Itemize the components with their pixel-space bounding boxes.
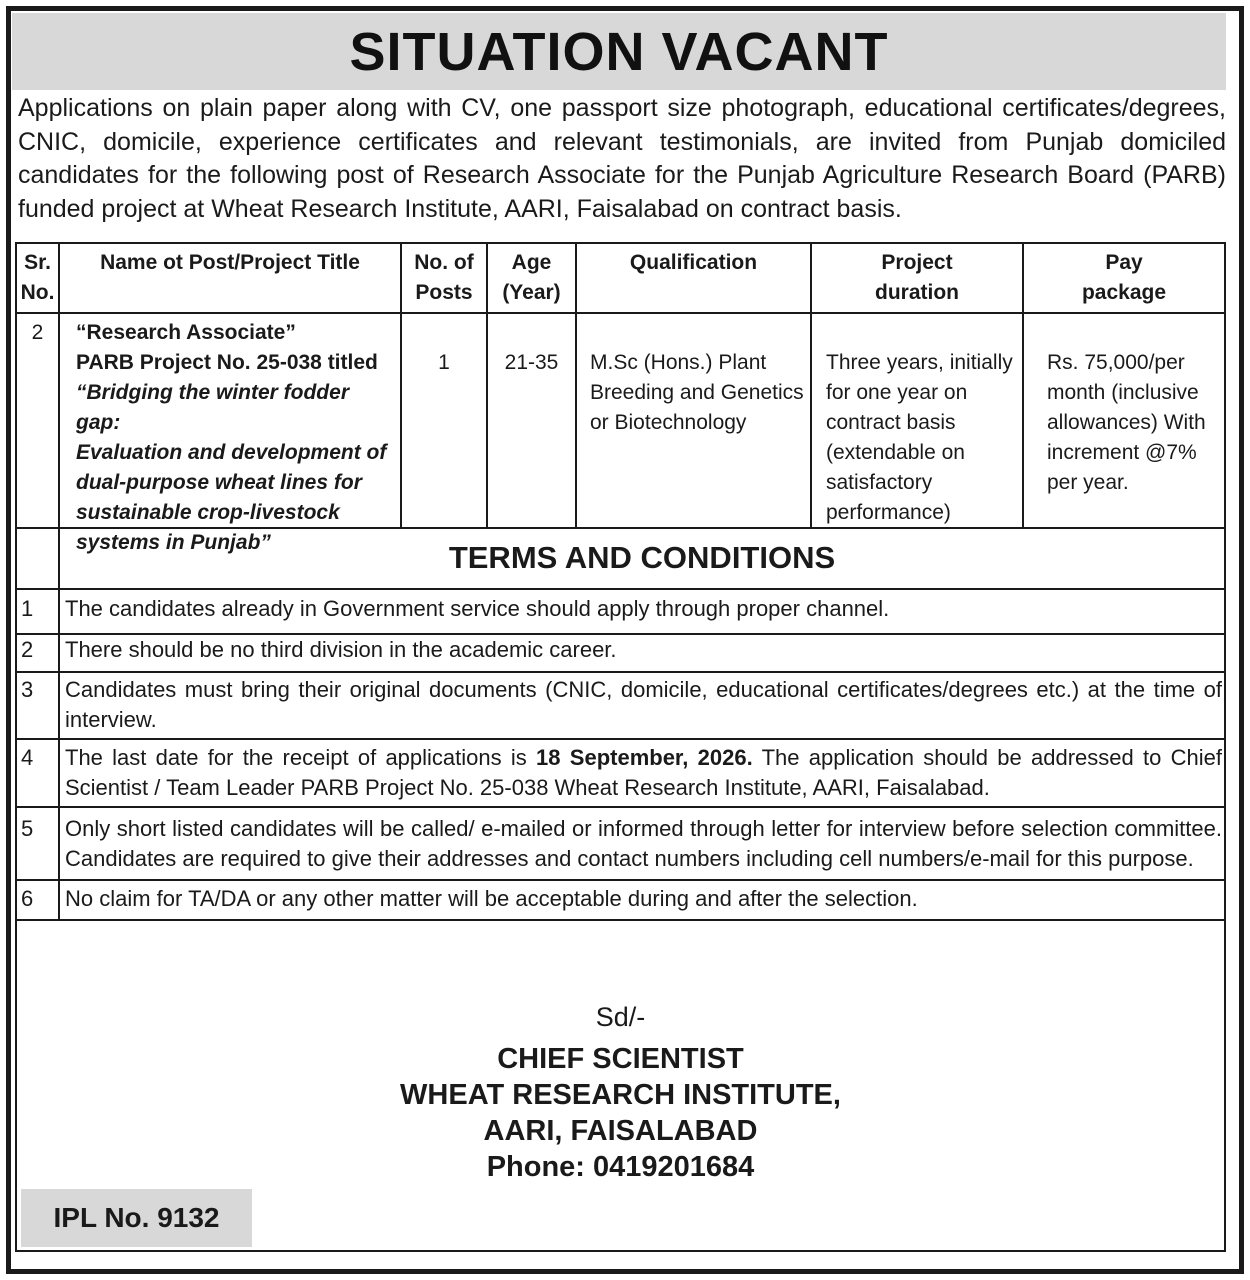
- row-duration: Three years, initially for one year on contract basis (extendable on satisfactory performance): [826, 351, 1013, 524]
- ipl-number-badge: IPL No. 9132: [21, 1189, 252, 1247]
- signature-block: [17, 999, 1224, 1185]
- term-number: 3: [21, 677, 34, 702]
- project-number: PARB Project No. 25-038 titled: [76, 351, 378, 374]
- term-text: The candidates already in Government service should apply through proper channel.: [65, 596, 890, 621]
- terms-table: [15, 529, 1226, 921]
- term-number: 4: [21, 745, 34, 770]
- header-duration: Project duration: [875, 251, 959, 304]
- signatory-institute: WHEAT RESEARCH INSTITUTE,: [400, 1079, 841, 1111]
- signatory-phone: Phone: 0419201684: [486, 1151, 755, 1183]
- term-item: [17, 740, 1224, 806]
- header-name: Name ot Post/Project Title: [100, 251, 360, 274]
- table-divider: [575, 244, 577, 527]
- title-banner: [12, 13, 1226, 90]
- project-title-line: dual-purpose wheat lines for: [76, 471, 362, 494]
- project-title-line: Evaluation and development of: [76, 441, 387, 464]
- term-number: 6: [21, 886, 34, 911]
- deadline-date: 18 September, 2026.: [536, 745, 753, 770]
- term-number: 1: [21, 596, 34, 621]
- row-qualification: M.Sc (Hons.) Plant Breeding and Genetics or Biotechnology: [590, 351, 804, 434]
- project-title-line: systems in Punjab”: [76, 531, 271, 554]
- header-pay: Pay package: [1081, 251, 1167, 304]
- post-name: “Research Associate”: [76, 321, 296, 344]
- signatory-location: AARI, FAISALABAD: [483, 1115, 758, 1147]
- term-text: Only short listed candidates will be called/ e-mailed or informed through letter for interview before selection committee. Candidates are required to give their addresses and contact numbers including cell numbers/e-mail for this purpose.: [65, 816, 1222, 871]
- term-text: The last date for the receipt of applications is 18 September, 2026. The application should be addressed to Chief Scientist / Team Leader PARB Project No. 25-038 Wheat Research Institute, AARI, Faisalabad.: [65, 745, 1222, 800]
- term-item: [17, 673, 1224, 738]
- table-divider: [17, 312, 1224, 314]
- term-item: [17, 590, 1224, 633]
- term-text: Candidates must bring their original documents (CNIC, domicile, educational certificates/degrees etc.) at the time of interview.: [65, 677, 1222, 732]
- term-number: 2: [21, 637, 34, 662]
- table-divider: [58, 244, 60, 527]
- page-title: SITUATION VACANT: [349, 21, 889, 82]
- term-number: 5: [21, 816, 34, 841]
- intro-paragraph: Applications on plain paper along with CV, one passport size photograph, educational certificates/degrees, CNIC, domicile, experience certificates and relevant testimonials, are invited from Punjab domiciled candidates for the following post of Research Associate for the Punjab Agriculture Research Board (PARB) funded project at Wheat Research Institute, AARI, Faisalabad on contract basis.: [18, 94, 1226, 223]
- project-title-line: “Bridging the winter fodder gap:: [76, 381, 349, 434]
- header-age: Age (Year): [502, 251, 561, 304]
- row-sr: 2: [31, 321, 44, 344]
- header-qualification: Qualification: [629, 251, 758, 274]
- project-title-line: sustainable crop-livestock: [76, 501, 340, 524]
- signatory-title: CHIEF SCIENTIST: [497, 1043, 744, 1075]
- terms-heading: TERMS AND CONDITIONS: [448, 539, 836, 575]
- post-table: [15, 242, 1226, 554]
- term-text: No claim for TA/DA or any other matter will be acceptable during and after the selection.: [65, 886, 918, 911]
- header-sr: Sr. No.: [20, 251, 55, 304]
- signature-section: [15, 921, 1226, 1252]
- row-post-title: [76, 318, 398, 558]
- row-pay: Rs. 75,000/per month (inclusive allowances) With increment @7% per year.: [1047, 351, 1206, 494]
- row-age: 21-35: [504, 351, 559, 374]
- header-posts: No. of Posts: [414, 251, 474, 304]
- term-text: There should be no third division in the academic career.: [65, 637, 617, 662]
- row-posts: 1: [438, 351, 450, 374]
- term-item: [17, 881, 1224, 921]
- signature-mark: Sd/-: [595, 1002, 646, 1032]
- term-item: [17, 808, 1224, 877]
- term-item: [17, 635, 1224, 671]
